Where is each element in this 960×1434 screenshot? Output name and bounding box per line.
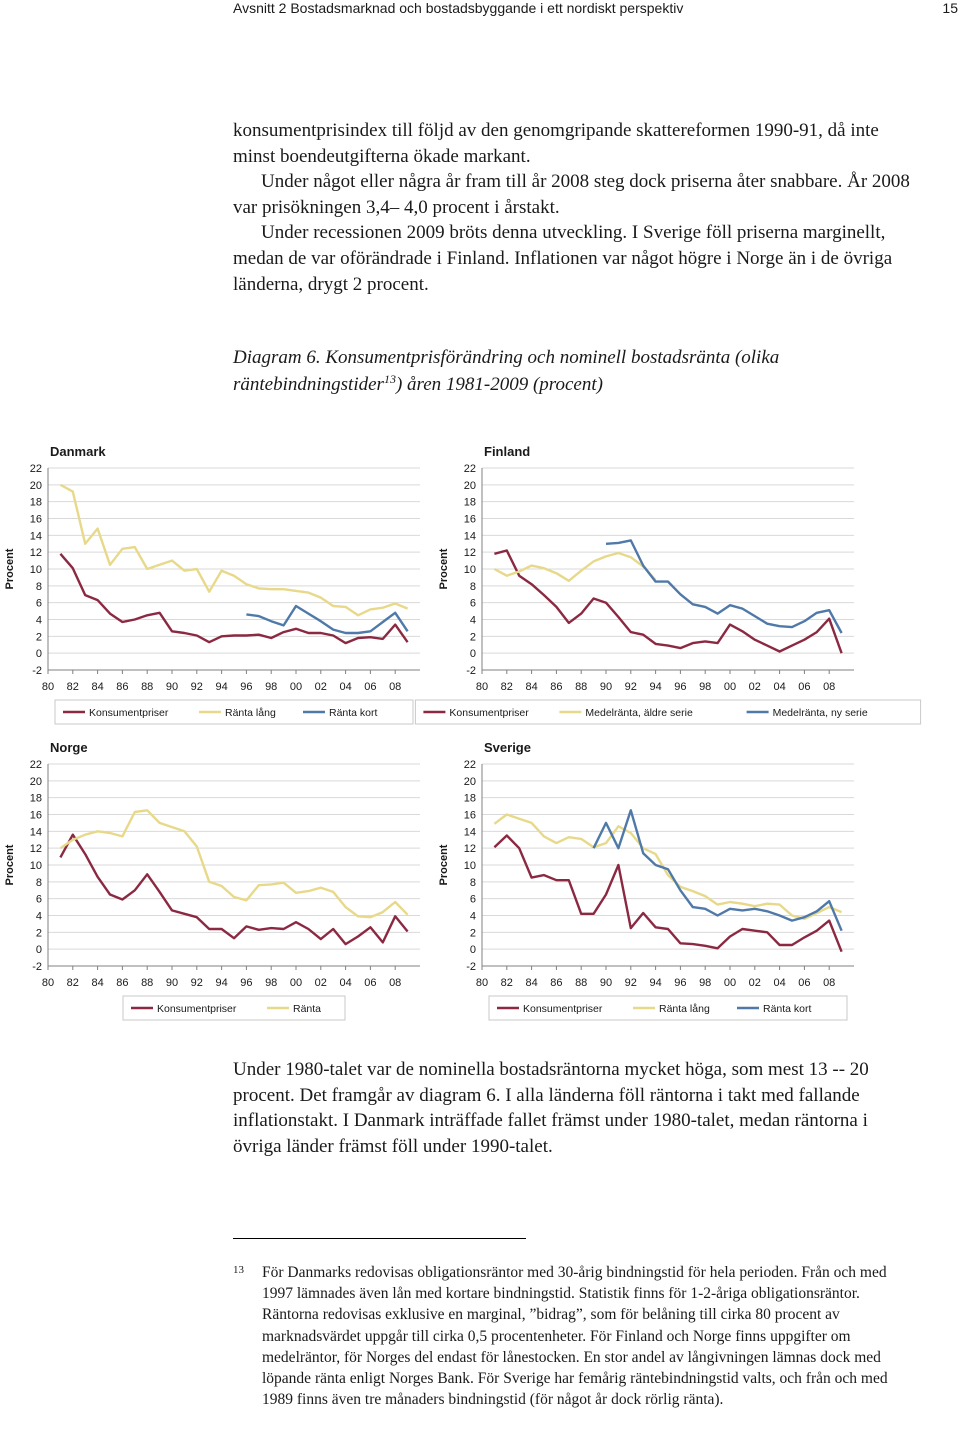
legend-label-medelränta-ny-serie: Medelränta, ny serie: [772, 707, 868, 719]
x-tick-label: 82: [500, 977, 513, 989]
x-tick-label: 94: [649, 681, 662, 693]
y-tick-label: 22: [29, 759, 42, 771]
chart-title: Norge: [50, 740, 88, 755]
y-tick-label: 2: [469, 631, 476, 644]
legend-label-ränta-lång: Ränta lång: [659, 1003, 710, 1015]
y-tick-label: 0: [35, 648, 42, 661]
footnote-number: 13: [233, 1264, 244, 1276]
x-tick-label: 92: [624, 681, 637, 693]
chart-norge: [4, 740, 420, 1020]
x-tick-label: 04: [773, 977, 786, 989]
x-tick-label: 06: [798, 681, 811, 693]
y-tick-label: 0: [35, 944, 42, 957]
footnote-divider: [233, 1238, 526, 1239]
chart-title: Danmark: [50, 444, 106, 459]
x-tick-label: 96: [674, 977, 687, 989]
x-tick-label: 86: [550, 681, 563, 693]
y-tick-label: 22: [463, 759, 476, 771]
y-tick-label: 20: [29, 479, 42, 492]
x-tick-label: 06: [364, 681, 377, 693]
x-tick-label: 92: [190, 977, 203, 989]
x-tick-label: 98: [265, 977, 278, 989]
x-tick-label: 00: [723, 977, 737, 989]
legend-label-konsumentpriser: Konsumentpriser: [89, 707, 169, 719]
footnote-text: För Danmarks redovisas obligationsräntor med 30-årig bindningstid för hela perioden. Från och med 1997 lämnades även lån med kortare bindningstid. Statistik finns för 1-2-åriga obligationsräntor. Räntorna redovisas exklusive en marginal, ”bidrag”, som för belåning till cirka 80 procent av marknadsvärdet uppgår till cirka 0,5 procentenheter. För Finland och Norge finns uppgifter om medelräntor, för Norges del endast för lånestocken. En stor andel av långivningen lämnas dock med löpande ränta enligt Norges Bank. För Sverige har femårig räntebindningstid valts, och från och med 1989 finns även tre månaders bindningstid (för något år dock rörlig ränta).: [262, 1264, 888, 1409]
y-tick-label: 10: [29, 564, 42, 576]
y-tick-label: 16: [29, 809, 42, 822]
chart-title: Sverige: [484, 740, 531, 755]
y-axis-label: Procent: [438, 844, 450, 886]
x-tick-label: 92: [190, 681, 203, 693]
body-paragraph-2: [233, 1057, 913, 1159]
y-tick-label: -2: [32, 961, 42, 973]
series-line-konsumentpriser: [494, 551, 841, 654]
y-tick-label: 20: [463, 479, 476, 492]
y-tick-label: 8: [35, 876, 42, 889]
paragraph-1-line-2: Under något eller några år fram till år 2008 steg dock priserna åter snabbare. År 2008 var prisökningen 3,4– 4,0 procent i årstakt.: [233, 171, 910, 218]
footnote-reference[interactable]: 13: [383, 372, 396, 386]
x-tick-label: 80: [41, 977, 55, 989]
x-tick-label: 90: [599, 681, 613, 693]
x-tick-label: 82: [66, 977, 79, 989]
x-tick-label: 88: [575, 977, 588, 989]
x-tick-label: 94: [215, 681, 228, 693]
chart-finland: [415, 444, 920, 724]
series-line-konsumentpriser: [494, 836, 841, 952]
y-tick-label: 6: [35, 893, 42, 906]
x-tick-label: 86: [550, 977, 563, 989]
y-tick-label: 18: [29, 496, 42, 509]
y-tick-label: 8: [469, 876, 476, 889]
x-tick-label: 92: [624, 977, 637, 989]
y-tick-label: 18: [29, 792, 42, 805]
x-tick-label: 84: [525, 681, 538, 693]
x-tick-label: 04: [339, 977, 352, 989]
chart-danmark: [4, 444, 420, 724]
y-tick-label: 6: [469, 893, 476, 906]
y-tick-label: 14: [29, 530, 42, 543]
x-tick-label: 88: [575, 681, 588, 693]
y-tick-label: 10: [463, 564, 476, 576]
y-tick-label: 8: [35, 580, 42, 593]
page-number: 15: [942, 0, 958, 16]
body-paragraph-1: [233, 118, 913, 297]
x-tick-label: 04: [773, 681, 786, 693]
figure-caption: [233, 344, 913, 398]
x-tick-label: 90: [599, 977, 613, 989]
x-tick-label: 80: [475, 681, 489, 693]
y-tick-label: 0: [469, 648, 476, 661]
x-tick-label: 88: [141, 681, 154, 693]
y-tick-label: 4: [35, 910, 42, 923]
y-tick-label: 0: [469, 944, 476, 957]
x-tick-label: 98: [699, 977, 712, 989]
series-line-ränta-lång: [494, 815, 841, 919]
series-line-ränta: [60, 810, 407, 917]
x-tick-label: 84: [91, 681, 104, 693]
y-tick-label: 22: [463, 463, 476, 475]
y-tick-label: 4: [469, 910, 476, 923]
x-tick-label: 80: [41, 681, 55, 693]
x-tick-label: 98: [265, 681, 278, 693]
legend-label-konsumentpriser: Konsumentpriser: [157, 1003, 237, 1015]
x-tick-label: 08: [823, 977, 836, 989]
y-tick-label: 18: [463, 496, 476, 509]
x-tick-label: 90: [165, 681, 179, 693]
y-tick-label: 16: [463, 809, 476, 822]
y-tick-label: 8: [469, 580, 476, 593]
y-axis-label: Procent: [4, 548, 16, 590]
legend-label-ränta-lång: Ränta lång: [225, 707, 276, 719]
x-tick-label: 00: [723, 681, 737, 693]
y-tick-label: 10: [29, 860, 42, 872]
y-tick-label: 18: [463, 792, 476, 805]
x-tick-label: 96: [674, 681, 687, 693]
y-tick-label: 20: [29, 775, 42, 788]
series-line-ränta-lång: [60, 485, 407, 616]
running-header: [233, 0, 960, 16]
y-tick-label: 14: [463, 530, 476, 543]
series-line-konsumentpriser: [60, 835, 407, 944]
y-tick-label: 12: [29, 547, 42, 560]
legend-label-ränta-kort: Ränta kort: [763, 1003, 812, 1015]
series-line-konsumentpriser: [60, 554, 407, 643]
x-tick-label: 84: [91, 977, 104, 989]
series-line-ränta-kort: [594, 810, 842, 930]
x-tick-label: 94: [649, 977, 662, 989]
y-tick-label: 12: [29, 843, 42, 856]
y-tick-label: 10: [463, 860, 476, 872]
legend-label-ränta-kort: Ränta kort: [329, 707, 378, 719]
x-tick-label: 06: [364, 977, 377, 989]
x-tick-label: 90: [165, 977, 179, 989]
x-tick-label: 02: [314, 977, 327, 989]
x-tick-label: 02: [748, 681, 761, 693]
x-tick-label: 96: [240, 977, 253, 989]
footnote: [233, 1262, 913, 1410]
x-tick-label: 82: [66, 681, 79, 693]
chart-sverige: [438, 740, 854, 1020]
diagram-6-charts: [0, 430, 960, 1030]
x-tick-label: 86: [116, 977, 129, 989]
x-tick-label: 88: [141, 977, 154, 989]
y-tick-label: 12: [463, 843, 476, 856]
y-tick-label: 2: [469, 927, 476, 940]
y-tick-label: 6: [469, 597, 476, 610]
y-tick-label: 12: [463, 547, 476, 560]
y-tick-label: -2: [32, 665, 42, 677]
x-tick-label: 02: [748, 977, 761, 989]
caption-text: Diagram 6. Konsumentprisförändring och nominell bostadsränta (olika räntebindningstider: [233, 347, 780, 395]
x-tick-label: 98: [699, 681, 712, 693]
y-tick-label: -2: [466, 665, 476, 677]
y-tick-label: -2: [466, 961, 476, 973]
y-axis-label: Procent: [438, 548, 450, 590]
y-tick-label: 6: [35, 597, 42, 610]
caption-text-end: ) åren 1981-2009 (procent): [395, 374, 603, 395]
x-tick-label: 02: [314, 681, 327, 693]
y-tick-label: 4: [469, 614, 476, 627]
legend-label-ränta: Ränta: [293, 1003, 322, 1015]
x-tick-label: 00: [289, 681, 303, 693]
y-tick-label: 14: [29, 826, 42, 839]
x-tick-label: 82: [500, 681, 513, 693]
x-tick-label: 06: [798, 977, 811, 989]
y-tick-label: 22: [29, 463, 42, 475]
section-title: Avsnitt 2 Bostadsmarknad och bostadsbyggande i ett nordiskt perspektiv: [233, 0, 684, 16]
legend-label-medelränta-äldre-serie: Medelränta, äldre serie: [585, 707, 693, 719]
y-tick-label: 4: [35, 614, 42, 627]
y-tick-label: 2: [35, 631, 42, 644]
x-tick-label: 08: [823, 681, 836, 693]
x-tick-label: 08: [389, 681, 402, 693]
x-tick-label: 00: [289, 977, 303, 989]
chart-title: Finland: [484, 444, 531, 459]
x-tick-label: 80: [475, 977, 489, 989]
y-tick-label: 16: [29, 513, 42, 526]
paragraph-2-text: Under 1980-talet var de nominella bostadsräntorna mycket höga, som mest 13 -- 20 procent. Det framgår av diagram 6. I alla länderna föll räntorna i takt med fallande inflationstakt. I Danmark inträffade fallet främst under 1980-talet, medan räntorna i övriga länder främst föll under 1990-talet.: [233, 1059, 869, 1157]
y-tick-label: 14: [463, 826, 476, 839]
legend-label-konsumentpriser: Konsumentpriser: [523, 1003, 603, 1015]
x-tick-label: 08: [389, 977, 402, 989]
y-tick-label: 16: [463, 513, 476, 526]
y-axis-label: Procent: [4, 844, 16, 886]
x-tick-label: 86: [116, 681, 129, 693]
x-tick-label: 04: [339, 681, 352, 693]
y-tick-label: 2: [35, 927, 42, 940]
x-tick-label: 84: [525, 977, 538, 989]
paragraph-1-line-3: Under recessionen 2009 bröts denna utveckling. I Sverige föll priserna marginellt, medan de var oförändrade i Finland. Inflationen var något högre i Norge än i de övriga länderna, drygt 2 procent.: [233, 222, 893, 295]
legend-label-konsumentpriser: Konsumentpriser: [449, 707, 529, 719]
x-tick-label: 94: [215, 977, 228, 989]
y-tick-label: 20: [463, 775, 476, 788]
x-tick-label: 96: [240, 681, 253, 693]
paragraph-1-line-1: konsumentprisindex till följd av den genomgripande skattereformen 1990-91, då inte minst boendeutgifterna ökade markant.: [233, 120, 879, 167]
